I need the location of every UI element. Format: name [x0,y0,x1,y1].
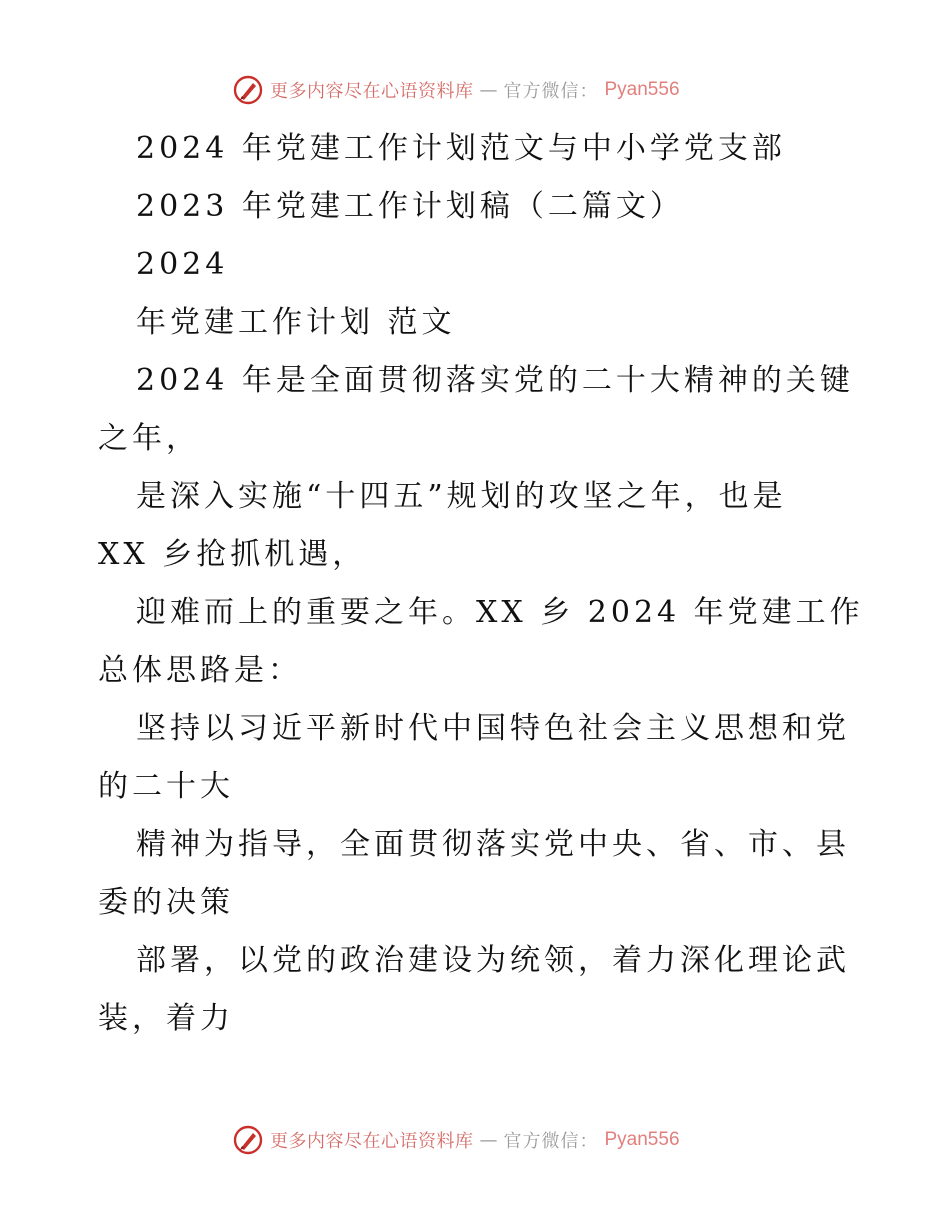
doc-line-12: 的二十大 [98,769,234,804]
doc-line-9: 迎难而上的重要之年。XX 乡 2024 年党建工作 [136,595,864,630]
doc-line-13: 精神为指导，全面贯彻落实党中央、省、市、县 [136,827,850,862]
watermark-wechat-id: Pyan556 [604,79,680,100]
pen-logo-icon [232,1124,264,1156]
doc-line-10: 总体思路是： [98,653,302,688]
doc-line-14: 委的决策 [98,885,234,920]
doc-line-1: 2024 年党建工作计划范文与中小学党支部 [136,131,786,166]
doc-line-16: 装，着力 [98,1001,234,1036]
doc-line-6: 之年， [98,421,200,456]
pen-logo-icon [232,74,264,106]
doc-line-4: 年党建工作计划 范文 [136,305,456,340]
doc-line-8: XX 乡抢抓机遇， [98,537,367,572]
doc-line-15: 部署，以党的政治建设为统领，着力深化理论武 [136,943,850,978]
header-watermark [232,73,680,107]
doc-line-3: 2024 [136,247,229,282]
watermark-wechat-label: 官方微信： [503,81,599,102]
doc-line-11: 坚持以习近平新时代中国特色社会主义思想和党 [136,711,850,746]
watermark-dash: — [479,1129,498,1151]
watermark-text: 更多内容尽在心语资料库 [270,1131,474,1152]
doc-line-2: 2023 年党建工作计划稿（二篇文） [136,189,684,224]
watermark-wechat-label: 官方微信： [503,1131,599,1152]
doc-line-5: 2024 年是全面贯彻落实党的二十大精神的关键 [136,363,854,398]
watermark-wechat-id: Pyan556 [604,1129,680,1150]
footer-watermark [232,1123,680,1157]
watermark-dash: — [479,79,498,101]
document-body [98,120,898,1048]
doc-line-7: 是深入实施“十四五”规划的攻坚之年，也是 [136,479,787,514]
watermark-text: 更多内容尽在心语资料库 [270,81,474,102]
